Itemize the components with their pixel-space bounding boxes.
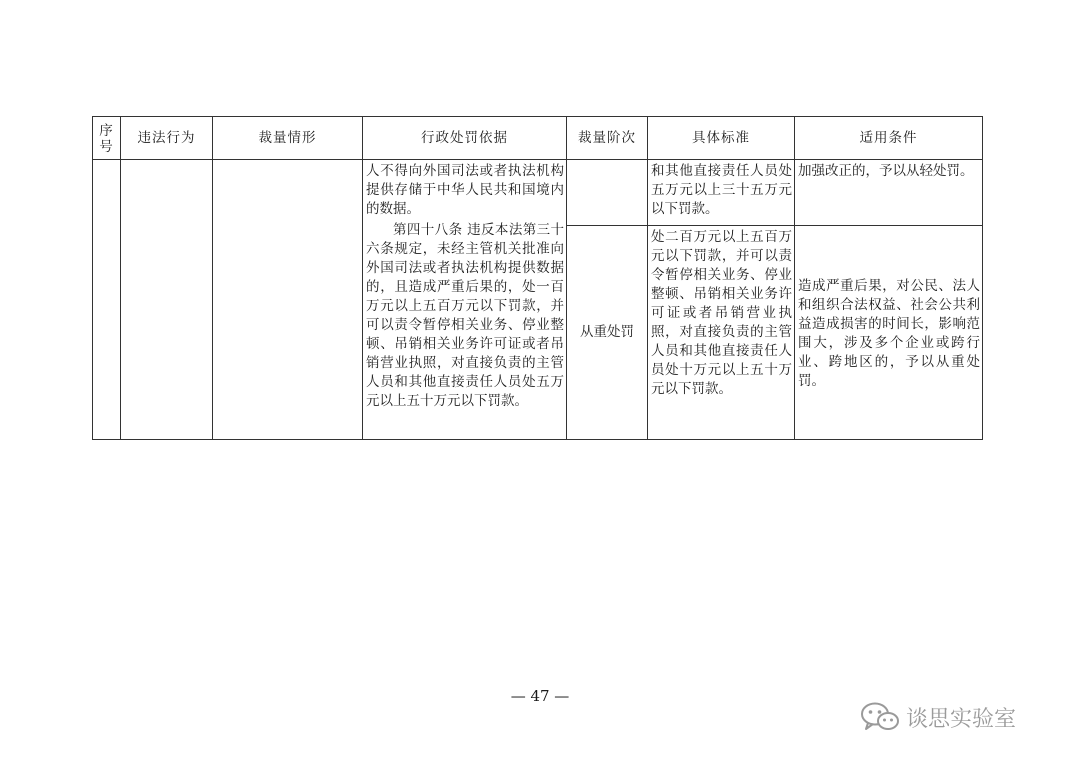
condition-text: 造成严重后果，对公民、法人和组织合法权益、社会公共利益造成损害的时间长，影响范围大，涉及多个企业或跨行业、跨地区的，予以从重处罚。 [798, 277, 980, 389]
standard-cell [648, 226, 795, 440]
level-cell: 从重处罚 [567, 226, 648, 440]
condition-text: 加强改正的，予以从轻处罚。 [798, 163, 974, 179]
level-cell-empty [567, 160, 648, 226]
watermark [860, 697, 1016, 737]
header-legal-basis: 行政处罚依据 [363, 117, 567, 160]
seq-cell [93, 160, 121, 440]
header-level: 裁量阶次 [567, 117, 648, 160]
header-standard: 具体标准 [648, 117, 795, 160]
wechat-icon [860, 701, 900, 733]
legal-basis-para-1: 人不得向外国司法或者执法机构提供存储于中华人民共和国境内的数据。 [366, 163, 564, 217]
condition-cell [795, 226, 983, 440]
penalty-table [92, 116, 983, 440]
page-number: — 47 — [510, 687, 570, 705]
table-row [93, 160, 983, 226]
header-circumstance: 裁量情形 [213, 117, 363, 160]
condition-cell [795, 160, 983, 226]
standard-text: 和其他直接责任人员处五万元以上三十五万元以下罚款。 [651, 163, 792, 217]
watermark-text: 谈思实验室 [906, 706, 1017, 732]
circumstance-cell [213, 160, 363, 440]
header-violation: 违法行为 [121, 117, 213, 160]
header-condition: 适用条件 [795, 117, 983, 160]
violation-cell [121, 160, 213, 440]
legal-basis-para-2: 第四十八条 违反本法第三十六条规定，未经主管机关批准向外国司法或者执法机构提供数据的，且造成严重后果的，处一百万元以上五百万元以下罚款，并可以责令暂停相关业务、停业整顿、吊销相关业务许可证或者吊销营业执照，对直接负责的主管人员和其他直接责任人员处五万元以上五十万元以下罚款。 [366, 222, 564, 409]
header-row [93, 117, 983, 160]
legal-basis-cell [363, 160, 567, 440]
standard-cell [648, 160, 795, 226]
header-seq: 序号 [93, 117, 121, 160]
standard-text: 处二百万元以上五百万元以下罚款，并可以责令暂停相关业务、停业整顿、吊销相关业务许可证或者吊销营业执照，对直接负责的主管人员和其他直接责任人员处十万元以上五十万元以下罚款。 [651, 229, 792, 397]
